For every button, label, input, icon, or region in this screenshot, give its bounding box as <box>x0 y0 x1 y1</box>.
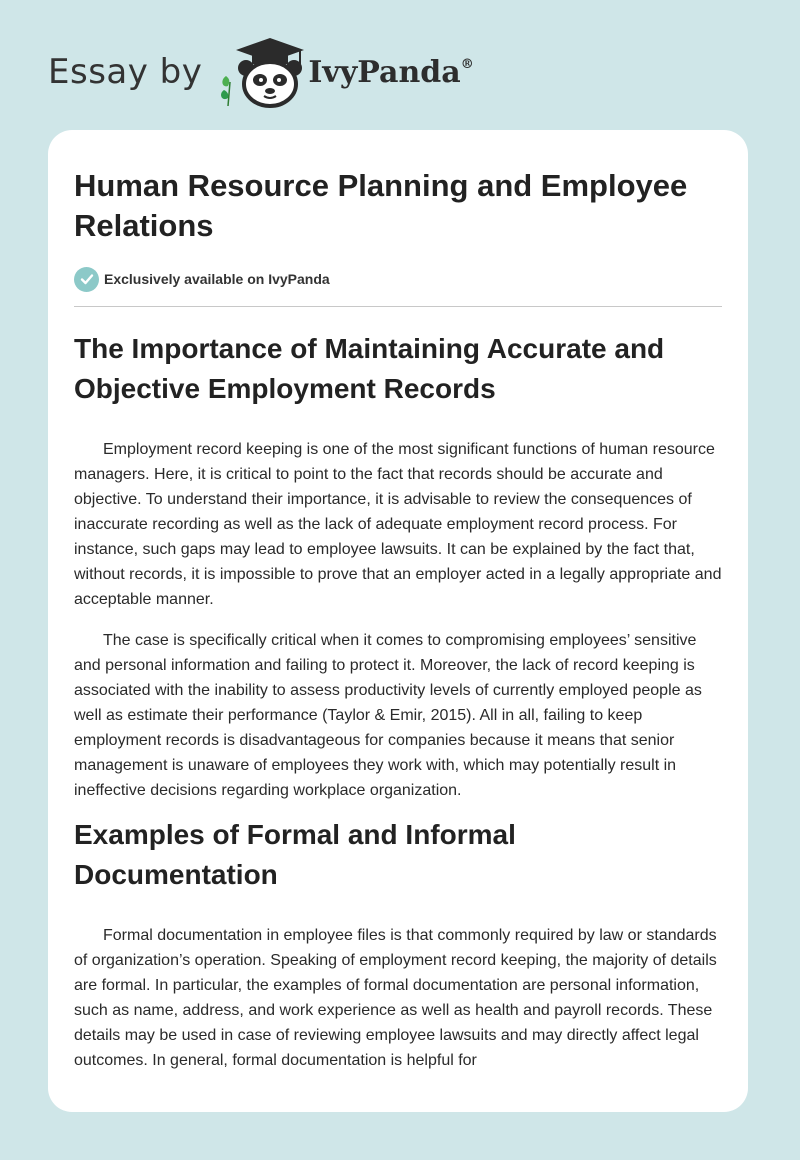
paragraph: Employment record keeping is one of the most significant functions of human resource managers. Here, it is critical to point to the fact that records should be accurate and objective. To understand their importance, it is advisable to review the consequences of inaccurate recording as well as the lack of adequate employment record process. For instance, such gaps may lead to employee lawsuits. It can be explained by the fact that, without records, it is impossible to prove that an employer acted in a legally appropriate and acceptable manner. <box>74 441 722 608</box>
essay-by-label: Essay by <box>48 52 203 92</box>
ivypanda-logo-icon[interactable] <box>216 36 308 108</box>
brand-name[interactable]: IvyPanda® <box>308 54 474 90</box>
section-heading: Examples of Formal and Informal Documentation <box>74 819 516 890</box>
registered-mark: ® <box>460 56 474 72</box>
essay-card <box>48 130 748 1112</box>
exclusive-badge <box>74 266 722 292</box>
check-icon <box>74 267 99 292</box>
divider <box>74 306 722 307</box>
site-header <box>48 36 488 108</box>
paragraph: Formal documentation in employee files is that commonly required by law or standards of organization’s operation. Speaking of employment record keeping, the majority of details are formal. In particular, the examples of formal documentation are personal information, such as name, address, and work experience as well as health and payroll records. These details may be used in case of reviewing employee lawsuits and may directly affect legal outcomes. In general, formal documentation is helpful for <box>74 927 717 1069</box>
exclusive-badge-label: Exclusively available on IvyPanda <box>104 271 330 287</box>
page-title: Human Resource Planning and Employee Relations <box>74 168 688 243</box>
section-heading: The Importance of Maintaining Accurate and Objective Employment Records <box>74 333 665 404</box>
paragraph: The case is specifically critical when it comes to compromising employees’ sensitive and personal information and failing to protect it. Moreover, the lack of record keeping is associated with the inability to assess productivity levels of currently employed people as well as estimate their performance (Taylor & Emir, 2015). All in all, failing to keep employment records is disadvantageous for companies because it means that senior management is unaware of employees they work with, which may potentially result in ineffective decisions regarding workplace organization. <box>74 632 702 799</box>
